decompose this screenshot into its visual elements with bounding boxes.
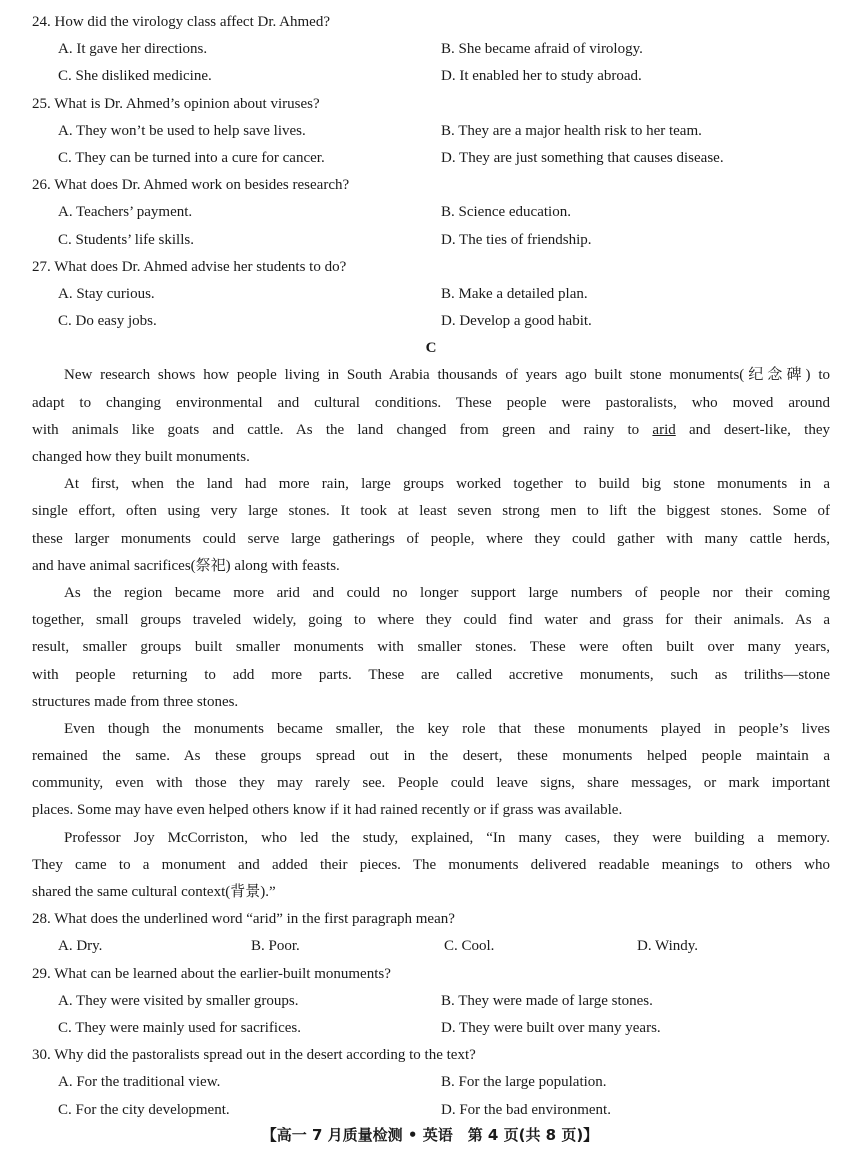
paragraph-4 (32, 716, 830, 825)
passage-line: result, smaller groups built smaller monuments with smaller stones. These were often built over many years, (32, 639, 830, 656)
passage-line: adapt to changing environmental and cultural conditions. These people were pastoralists, who moved around (32, 394, 830, 411)
option-d: D. They were built over many years. (441, 1019, 661, 1036)
question-stem: 30. Why did the pastoralists spread out in the desert according to the text? (32, 1047, 476, 1064)
option-b: B. She became afraid of virology. (441, 41, 643, 58)
option-b: B. Poor. (251, 938, 300, 955)
question-stem: 27. What does Dr. Ahmed advise her students to do? (32, 258, 347, 275)
passage-line: with people returning to add more parts. These are called accretive monuments, such as triliths—stone (32, 666, 830, 683)
option-c: C. Cool. (444, 938, 495, 955)
question-stem: 25. What is Dr. Ahmed’s opinion about viruses? (32, 95, 320, 112)
option-c: C. She disliked medicine. (58, 68, 212, 85)
option-b: B. They are a major health risk to her team. (441, 122, 702, 139)
passage-line: and have animal sacrifices(祭祀) along with feasts. (32, 557, 340, 574)
question-stem: 26. What does Dr. Ahmed work on besides research? (32, 177, 350, 194)
option-a: A. Dry. (58, 938, 103, 955)
passage-line: As the region became more arid and could no longer support large numbers of people nor their coming (64, 584, 830, 601)
passage-line: changed how they built monuments. (32, 449, 250, 465)
option-b: B. For the large population. (441, 1074, 607, 1091)
option-d: D. It enabled her to study abroad. (441, 68, 642, 85)
option-c: C. They can be turned into a cure for cancer. (58, 149, 325, 166)
passage (32, 362, 830, 906)
section-heading: C (425, 340, 437, 357)
passage-line: remained the same. As these groups spread out in the desert, these monuments helped people maintain a (32, 748, 830, 765)
question-27 (32, 254, 830, 336)
question-stem: 29. What can be learned about the earlier-built monuments? (32, 965, 391, 982)
passage-line: single effort, often using very large stones. It took at least seven strong men to lift the biggest stones. Some of (32, 503, 830, 520)
passage-line: shared the same cultural context(背景).” (32, 884, 276, 900)
option-c: C. For the city development. (58, 1101, 230, 1118)
passage-line: places. Some may have even helped others know if it had rained recently or if grass was available. (32, 802, 623, 819)
passage-line: with animals like goats and cattle. As the land changed from green and rainy to arid and desert-like, they (32, 421, 830, 438)
option-a: A. For the traditional view. (58, 1074, 221, 1091)
passage-line: these larger monuments could serve large gatherings of people, where they could gather with many cattle herds, (32, 530, 830, 547)
exam-page (32, 9, 830, 1124)
option-b: B. Science education. (441, 204, 571, 221)
option-c: C. Students’ life skills. (58, 231, 194, 248)
passage-line: structures made from three stones. (32, 693, 239, 710)
question-29 (32, 961, 830, 1043)
option-b: B. Make a detailed plan. (441, 285, 588, 302)
question-25 (32, 91, 830, 173)
option-d: D. Develop a good habit. (441, 313, 592, 330)
option-b: B. They were made of large stones. (441, 992, 653, 1009)
option-d: D. Windy. (637, 938, 699, 955)
question-stem: 28. What does the underlined word “arid” in the first paragraph mean? (32, 911, 455, 928)
question-stem: 24. How did the virology class affect Dr. Ahmed? (32, 14, 330, 30)
passage-line: Professor Joy McCorriston, who led the study, explained, “In many cases, they were building a memory. (64, 829, 830, 846)
passage-line: Even though the monuments became smaller, the key role that these monuments played in people’s lives (64, 720, 830, 737)
question-24 (32, 9, 830, 91)
passage-line: New research shows how people living in South Arabia thousands of years ago built stone monuments(纪念碑) to (64, 367, 830, 384)
option-a: A. It gave her directions. (58, 41, 208, 58)
passage-line: At first, when the land had more rain, large groups worked together to build big stone monuments in a (64, 476, 830, 493)
option-d: D. They are just something that causes disease. (441, 149, 724, 166)
question-26 (32, 172, 830, 254)
paragraph-1 (32, 362, 830, 471)
option-c: C. Do easy jobs. (58, 313, 157, 330)
underlined-word: arid (652, 421, 676, 438)
paragraph-3 (32, 580, 830, 716)
option-a: A. They were visited by smaller groups. (58, 992, 299, 1009)
option-d: D. The ties of friendship. (441, 231, 592, 248)
question-30 (32, 1042, 830, 1124)
option-a: A. They won’t be used to help save lives. (58, 122, 306, 139)
passage-line: together, small groups traveled widely, going to where they could find water and grass for their animals. As a (32, 612, 830, 629)
paragraph-2 (32, 471, 830, 580)
option-a: A. Teachers’ payment. (58, 204, 193, 221)
option-a: A. Stay curious. (58, 285, 155, 302)
paragraph-5 (32, 825, 830, 907)
passage-line: They came to a monument and added their pieces. The monuments delivered readable meanings to others who (32, 856, 830, 873)
option-d: D. For the bad environment. (441, 1101, 611, 1118)
page-footer: 【高一 7 月质量检测 • 英语 第 4 页(共 8 页)】 (261, 1126, 599, 1144)
question-28 (32, 906, 830, 960)
option-c: C. They were mainly used for sacrifices. (58, 1019, 301, 1036)
passage-line: community, even with those they may rarely see. People could leave signs, share messages, or mark important (32, 775, 830, 792)
